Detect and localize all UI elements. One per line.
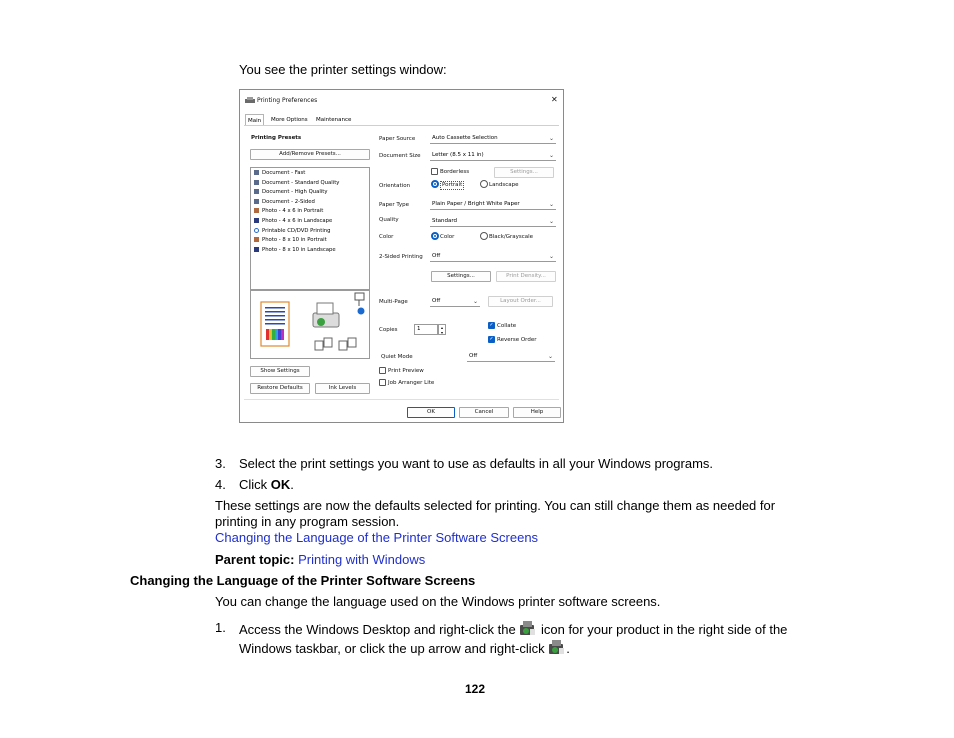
color-option-label: Color — [440, 234, 455, 240]
quality-value: Standard — [432, 218, 458, 224]
dialog-title: Printing Preferences — [257, 97, 318, 104]
chevron-down-icon: ⌄ — [472, 298, 478, 305]
step-4-number: 4. — [215, 477, 226, 492]
step-1-line-2 — [239, 639, 570, 657]
tab-maintenance[interactable]: Maintenance — [316, 117, 352, 123]
parent-topic-link[interactable]: Printing with Windows — [298, 552, 426, 567]
printer-icon — [245, 97, 255, 104]
list-item[interactable] — [254, 170, 305, 177]
tab-divider — [244, 125, 559, 126]
footer-divider — [244, 399, 559, 400]
list-item[interactable] — [254, 180, 339, 187]
orientation-label: Orientation — [379, 183, 411, 189]
parent-topic — [215, 552, 425, 568]
step-1-number: 1. — [215, 620, 226, 635]
chevron-down-icon: ⌄ — [548, 201, 554, 208]
step-4-suffix: . — [290, 477, 294, 492]
reverse-order-checkbox[interactable]: ✓ — [489, 336, 494, 342]
step-4-text — [239, 477, 294, 493]
step-1-text-b: icon for your product in the right side of the — [540, 622, 788, 637]
borderless-settings-button[interactable]: Settings... — [494, 167, 554, 178]
color-label: Color — [379, 234, 394, 240]
portrait-radio[interactable] — [431, 180, 439, 188]
paper-source-label: Paper Source — [379, 136, 416, 142]
step-1-line-1 — [239, 620, 787, 638]
chevron-down-icon: ⌄ — [548, 152, 554, 159]
cancel-button[interactable]: Cancel — [459, 407, 509, 418]
preset-label: Printable CD/DVD Printing — [262, 227, 331, 234]
two-sided-settings-button[interactable]: Settings... — [431, 271, 491, 282]
job-arranger-label: Job Arranger Lite — [388, 380, 435, 386]
quiet-mode-value: Off — [469, 353, 478, 359]
tab-more-options[interactable]: More Options — [271, 117, 308, 123]
list-item[interactable] — [254, 199, 315, 206]
ink-levels-button[interactable]: Ink Levels — [315, 383, 370, 394]
list-item[interactable] — [254, 208, 323, 215]
multi-page-value: Off — [432, 298, 441, 304]
link-changing-language[interactable]: Changing the Language of the Printer Software Screens — [215, 530, 539, 545]
step-3-number: 3. — [215, 456, 226, 471]
job-arranger-checkbox[interactable] — [379, 379, 386, 386]
step-4-bold: OK — [270, 477, 291, 492]
add-remove-presets-button[interactable]: Add/Remove Presets... — [250, 149, 370, 160]
parent-topic-label: Parent topic: — [215, 552, 295, 567]
paper-type-label: Paper Type — [379, 202, 409, 208]
section-heading: Changing the Language of the Printer Software Screens — [130, 573, 476, 588]
step-4-prefix: Click — [239, 477, 271, 492]
quality-select[interactable] — [430, 217, 556, 227]
preset-label: Document - Standard Quality — [262, 179, 340, 186]
section-paragraph: You can change the language used on the Windows printer software screens. — [215, 594, 661, 609]
presets-list[interactable] — [250, 167, 370, 290]
chevron-down-icon: ⌄ — [547, 353, 553, 360]
ok-button[interactable]: OK — [407, 407, 455, 418]
black-grayscale-label: Black/Grayscale — [489, 234, 534, 240]
collate-label: Collate — [497, 323, 517, 329]
layout-order-button[interactable]: Layout Order... — [488, 296, 553, 307]
page-number: 122 — [465, 682, 486, 696]
print-preview-checkbox[interactable] — [379, 367, 386, 374]
preset-label: Document - Fast — [262, 170, 306, 176]
list-item[interactable] — [254, 237, 327, 244]
preset-label: Photo - 4 x 6 in Landscape — [262, 218, 333, 224]
color-radio[interactable] — [431, 232, 439, 240]
help-button[interactable]: Help — [513, 407, 561, 418]
presets-label: Printing Presets — [251, 135, 302, 141]
collate-checkbox[interactable]: ✓ — [489, 322, 494, 328]
document-size-select[interactable] — [430, 151, 556, 161]
document-size-value: Letter (8.5 x 11 in) — [432, 152, 484, 158]
copies-label: Copies — [379, 327, 398, 333]
copies-stepper[interactable]: ▴ ▾ — [438, 324, 446, 335]
document-size-label: Document Size — [379, 153, 421, 159]
step-3-text: Select the print settings you want to use as defaults in all your Windows programs. — [239, 456, 714, 471]
copies-input[interactable]: 1 — [414, 324, 438, 335]
two-sided-select[interactable] — [430, 252, 556, 262]
close-icon[interactable]: ✕ — [551, 95, 558, 104]
product-tray-icon — [519, 620, 537, 638]
paper-source-select[interactable] — [430, 134, 556, 144]
defaults-paragraph: These settings are now the defaults selected for printing. You can still change them as needed for printing in any program session. — [215, 498, 776, 529]
preset-label: Photo - 8 x 10 in Landscape — [262, 246, 336, 253]
chevron-down-icon: ⌄ — [548, 253, 554, 260]
print-preview-label: Print Preview — [388, 368, 424, 374]
quiet-mode-select[interactable] — [467, 352, 555, 362]
tab-main[interactable]: Main — [245, 114, 264, 126]
borderless-label: Borderless — [440, 169, 470, 175]
two-sided-value: Off — [432, 253, 441, 259]
print-preview-graphic — [250, 290, 370, 359]
chevron-down-icon: ⌄ — [548, 135, 554, 142]
reverse-order-label: Reverse Order — [497, 337, 537, 343]
show-settings-button[interactable]: Show Settings — [250, 366, 310, 377]
list-item[interactable] — [254, 247, 336, 254]
list-item[interactable] — [254, 228, 331, 235]
print-density-button[interactable]: Print Density... — [496, 271, 556, 282]
product-tray-icon — [548, 639, 566, 657]
preset-label: Document - High Quality — [262, 189, 328, 196]
landscape-label: Landscape — [489, 182, 519, 188]
step-1-text-a: Access the Windows Desktop and right-click the — [239, 622, 516, 637]
two-sided-label: 2-Sided Printing — [379, 254, 423, 260]
preset-label: Photo - 4 x 6 in Portrait — [262, 208, 324, 215]
borderless-checkbox[interactable] — [431, 168, 438, 175]
list-item[interactable] — [254, 189, 328, 196]
list-item[interactable] — [254, 218, 332, 225]
quality-label: Quality — [379, 217, 399, 223]
landscape-radio[interactable] — [480, 180, 488, 188]
preset-label: Document - 2-Sided — [262, 198, 315, 205]
preset-label: Photo - 8 x 10 in Portrait — [262, 237, 327, 244]
step-1-text-d: . — [566, 641, 570, 656]
multi-page-select[interactable] — [430, 297, 480, 307]
quiet-mode-label: Quiet Mode — [381, 354, 413, 360]
step-1-text-c: Windows taskbar, or click the up arrow and right-click — [239, 641, 545, 656]
paper-source-value: Auto Cassette Selection — [432, 135, 498, 141]
restore-defaults-button[interactable]: Restore Defaults — [250, 383, 310, 394]
black-grayscale-radio[interactable] — [480, 232, 488, 240]
paper-type-select[interactable] — [430, 200, 556, 210]
chevron-down-icon: ⌄ — [548, 218, 554, 225]
portrait-label: Portrait — [442, 182, 463, 188]
paper-type-value: Plain Paper / Bright White Paper — [432, 201, 520, 207]
intro-text: You see the printer settings window: — [239, 62, 447, 77]
printing-preferences-dialog — [239, 89, 564, 423]
multi-page-label: Multi-Page — [379, 299, 408, 305]
